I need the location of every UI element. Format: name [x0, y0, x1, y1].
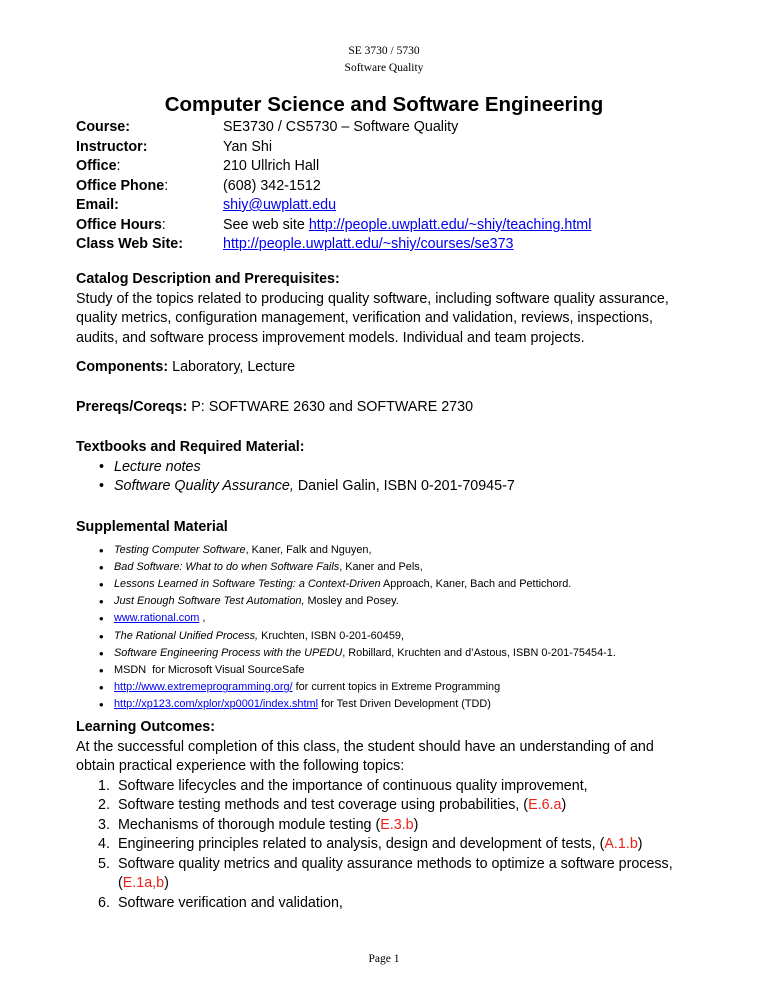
list-item — [76, 777, 716, 797]
office-value: 210 Ullrich Hall — [223, 158, 320, 174]
outcome-text: Software testing methods and test coverage using probabilities, ( — [118, 797, 529, 813]
supp-details: for Test Driven Development (TDD) — [318, 698, 491, 711]
outcome-close: ) — [413, 816, 419, 833]
abet-code: E.3.b — [380, 816, 414, 833]
supplemental-heading: Supplemental Material — [76, 519, 228, 535]
supp-details: Mosley and Posey. — [304, 595, 399, 608]
item-number: 1. — [98, 777, 110, 794]
outcome-close: ) — [637, 836, 643, 852]
textbook-details: Daniel Galin, ISBN 0-201-70945-7 — [293, 478, 515, 494]
abet-code: E.1a,b — [122, 875, 165, 891]
course-row — [76, 118, 591, 138]
outcomes-heading: Learning Outcomes: — [76, 719, 216, 735]
item-number: 2. — [98, 797, 110, 813]
outcome-close: ) — [164, 875, 169, 891]
item-number: 6. — [98, 894, 110, 911]
instructor-label: Instructor: — [76, 138, 148, 155]
supp-title: Software Engineering Process with the UPEDU — [114, 646, 343, 659]
supp-details: , — [199, 612, 206, 625]
supp-details: , Kaner, Falk and Nguyen, — [245, 543, 372, 556]
list-item — [76, 679, 696, 696]
office-label-wrap: Office: — [76, 158, 121, 174]
supplemental-section — [76, 518, 696, 714]
supp-details: , Robillard, Kruchten and d’Astous, ISBN 0-201-75454-1. — [342, 646, 616, 659]
prereqs-label: Prereqs/Coreqs: — [76, 399, 188, 415]
textbooks-heading: Textbooks and Required Material: — [76, 439, 305, 455]
supp-title: The Rational Unified Process, — [114, 629, 259, 642]
outcome-close: ) — [561, 797, 567, 813]
list-item — [76, 835, 716, 855]
supp-details: , Kaner and Pels, — [339, 560, 423, 573]
item-number: 5. — [98, 855, 110, 872]
header-course-code: SE 3730 / 5730 — [348, 45, 420, 57]
supp-details: Approach, Kaner, Bach and Pettichord. — [380, 577, 572, 590]
list-item — [76, 816, 716, 836]
list-item — [76, 628, 696, 645]
list-item — [76, 855, 716, 894]
outcomes-list — [76, 777, 716, 914]
supp-details: MSDN for Microsoft Visual SourceSafe — [114, 663, 305, 676]
supp-details: Kruchten, ISBN 0-201-60459, — [258, 629, 404, 642]
instructor-row — [76, 138, 591, 158]
item-number: 4. — [98, 836, 110, 852]
hours-label: Office Hours — [76, 216, 162, 233]
outcome-text: Engineering principles related to analysis, design and development of tests, ( — [118, 836, 605, 852]
supp-details: for current topics in Extreme Programming — [292, 681, 501, 694]
list-item — [76, 576, 696, 593]
office-row — [76, 157, 591, 177]
xp-link[interactable]: http://www.extremeprogramming.org/ — [114, 681, 293, 694]
page-title: Computer Science and Software Engineering — [164, 93, 604, 116]
abet-code: A.1.b — [604, 836, 638, 852]
page-header — [0, 43, 768, 77]
components-label: Components: — [76, 359, 169, 375]
teaching-link[interactable]: http://people.uwplatt.edu/~shiy/teaching.html — [308, 216, 592, 233]
list-item — [76, 645, 696, 662]
list-item — [76, 610, 696, 627]
list-item — [76, 894, 716, 914]
course-value: SE3730 / CS5730 – Software Quality — [223, 119, 459, 135]
catalog-text-line: quality metrics, configuration management, verification and validation, reviews, inspections, — [76, 310, 653, 326]
supp-title: Bad Software: What to do when Software Fails — [114, 560, 340, 573]
phone-value: (608) 342-1512 — [223, 177, 321, 194]
website-row — [76, 235, 591, 255]
catalog-text-line: audits, and software process improvement models. Individual and team projects. — [76, 329, 585, 346]
components-value: Laboratory, Lecture — [168, 359, 296, 375]
outcome-text: Software quality metrics and quality assurance methods to optimize a software process, — [118, 855, 673, 872]
list-item — [76, 477, 696, 497]
supplemental-list — [76, 542, 696, 714]
abet-code: E.6.a — [528, 797, 562, 813]
course-info — [76, 118, 591, 255]
email-row — [76, 196, 591, 216]
office-label: Office — [76, 158, 117, 174]
class-website-link[interactable]: http://people.uwplatt.edu/~shiy/courses/se373 — [223, 236, 514, 252]
catalog-text-line: Study of the topics related to producing quality software, including software quality assurance, — [76, 290, 669, 307]
components-section — [76, 358, 696, 378]
header-course-name: Software Quality — [344, 62, 424, 74]
email-label: Email: — [76, 197, 119, 213]
list-item — [76, 696, 696, 713]
outcomes-section — [76, 718, 716, 913]
outcome-text: Software verification and validation, — [118, 894, 343, 911]
rational-link[interactable]: www.rational.com — [114, 612, 200, 625]
hours-value — [223, 216, 591, 236]
outcomes-intro: obtain practical experience with the following topics: — [76, 758, 405, 774]
prereqs-value: P: SOFTWARE 2630 and SOFTWARE 2730 — [187, 399, 474, 415]
item-number: 3. — [98, 816, 110, 833]
list-item — [76, 662, 696, 679]
supp-title: Lessons Learned in Software Testing: a Context-Driven — [114, 577, 381, 590]
list-item — [76, 593, 696, 610]
prereqs-section — [76, 398, 696, 418]
textbooks-list — [76, 458, 696, 497]
textbook-item: Lecture notes — [114, 458, 201, 475]
hours-row — [76, 216, 591, 236]
phone-label: Office Phone — [76, 177, 165, 194]
supp-title: Testing Computer Software — [114, 543, 246, 556]
hours-prefix: See web site — [223, 216, 309, 233]
course-label: Course: — [76, 119, 131, 135]
catalog-heading: Catalog Description and Prerequisites: — [76, 271, 340, 287]
list-item — [76, 796, 716, 816]
list-item — [76, 559, 696, 576]
hours-label-wrap: Office Hours: — [76, 216, 166, 233]
outcome-text: Mechanisms of thorough module testing ( — [118, 816, 381, 833]
website-label: Class Web Site: — [76, 236, 183, 252]
list-item — [76, 458, 696, 478]
outcome-open: ( — [118, 875, 123, 891]
list-item — [76, 542, 696, 559]
outcome-text: Software lifecycles and the importance of continuous quality improvement, — [118, 777, 588, 794]
textbook-title: Software Quality Assurance, — [114, 478, 294, 494]
textbooks-section — [76, 438, 696, 497]
outcomes-intro: At the successful completion of this class, the student should have an understanding of and — [76, 738, 654, 755]
page-number: Page 1 — [368, 953, 400, 965]
phone-label-wrap: Office Phone: — [76, 177, 169, 194]
phone-row — [76, 177, 591, 197]
supp-title: Just Enough Software Test Automation, — [114, 595, 305, 608]
email-link[interactable]: shiy@uwplatt.edu — [223, 197, 337, 213]
tdd-link[interactable]: http://xp123.com/xplor/xp0001/index.shtml — [114, 698, 319, 711]
instructor-value: Yan Shi — [223, 138, 273, 155]
catalog-section — [76, 270, 696, 348]
